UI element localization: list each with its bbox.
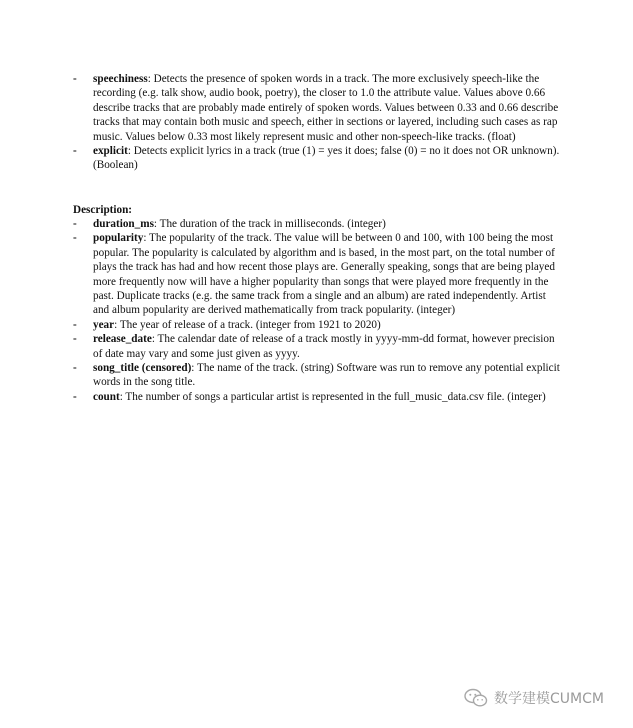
section-heading-description: Description: [73, 204, 133, 216]
term-song-title: song_title (censored) [93, 362, 192, 375]
description-count: : The number of songs a particular artist is represented in the full_music_data.csv file. (integer) [119, 390, 546, 403]
term-count: count [93, 390, 120, 403]
list-bullet: - [73, 232, 77, 245]
list-item-duration-ms [73, 217, 563, 231]
list-item-song-title [73, 361, 563, 390]
description-duration-ms: : The duration of the track in milliseconds. (integer) [153, 218, 386, 230]
watermark-text: 数学建模CUMCM [494, 691, 604, 707]
term-year: year [93, 318, 115, 331]
description-song-title: : The name of the track. (string) Software was run to remove any potential explicit words in the song title. [93, 362, 560, 389]
list-bullet: - [73, 362, 77, 375]
watermark [464, 688, 604, 708]
list-item-count [73, 390, 563, 404]
list-item-popularity [73, 231, 563, 317]
description-list [73, 217, 563, 404]
list-item-explicit [73, 144, 563, 173]
term-explicit: explicit [93, 145, 128, 158]
wechat-icon [464, 688, 488, 708]
term-release-date: release_date [93, 333, 152, 346]
term-speechiness: speechiness [93, 73, 148, 85]
description-popularity: : The popularity of the track. The value will be between 0 and 100, with 100 being the most popular. The popularity is calculated by algorithm and is based, in the most part, on the total number of plays the track has had and how recent those plays are. Generally speaking, songs that are being played more frequently now will have a higher popularity than songs that were played more frequently in the past. Duplicate tracks (e.g. the same track from a single and an album) are rated independently. Artist and album popularity are derived mathematically from track popularity. (integer) [93, 232, 555, 317]
term-popularity: popularity [93, 232, 144, 245]
attribute-list-top [73, 72, 563, 173]
list-bullet: - [73, 73, 77, 85]
description-speechiness: : Detects the presence of spoken words in a track. The more exclusively speech-like the recording (e.g. talk show, audio book, poetry), the closer to 1.0 the attribute value. Values above 0.66 describe tracks that are probably made entirely of spoken words. Values between 0.33 and 0.66 describe tracks that may contain both music and speech, either in sections or layered, including such cases as rap music. Values below 0.33 most likely represent music and other non-speech-like tracks. (float) [93, 73, 559, 143]
list-item-release-date [73, 332, 563, 361]
list-item-year [73, 318, 563, 332]
list-bullet: - [73, 318, 77, 331]
description-year: : The year of release of a track. (integer from 1921 to 2020) [114, 318, 381, 331]
list-bullet: - [73, 390, 77, 403]
list-item-speechiness [73, 72, 563, 144]
list-bullet: - [73, 145, 77, 158]
description-explicit: : Detects explicit lyrics in a track (true (1) = yes it does; false (0) = no it does not OR unknown). (Boolean) [93, 145, 560, 172]
list-bullet: - [73, 333, 77, 346]
description-release-date: : The calendar date of release of a track mostly in yyyy-mm-dd format, however precision of date may vary and some just given as yyyy. [93, 333, 555, 360]
term-duration-ms: duration_ms [93, 218, 154, 230]
list-bullet: - [73, 218, 77, 230]
